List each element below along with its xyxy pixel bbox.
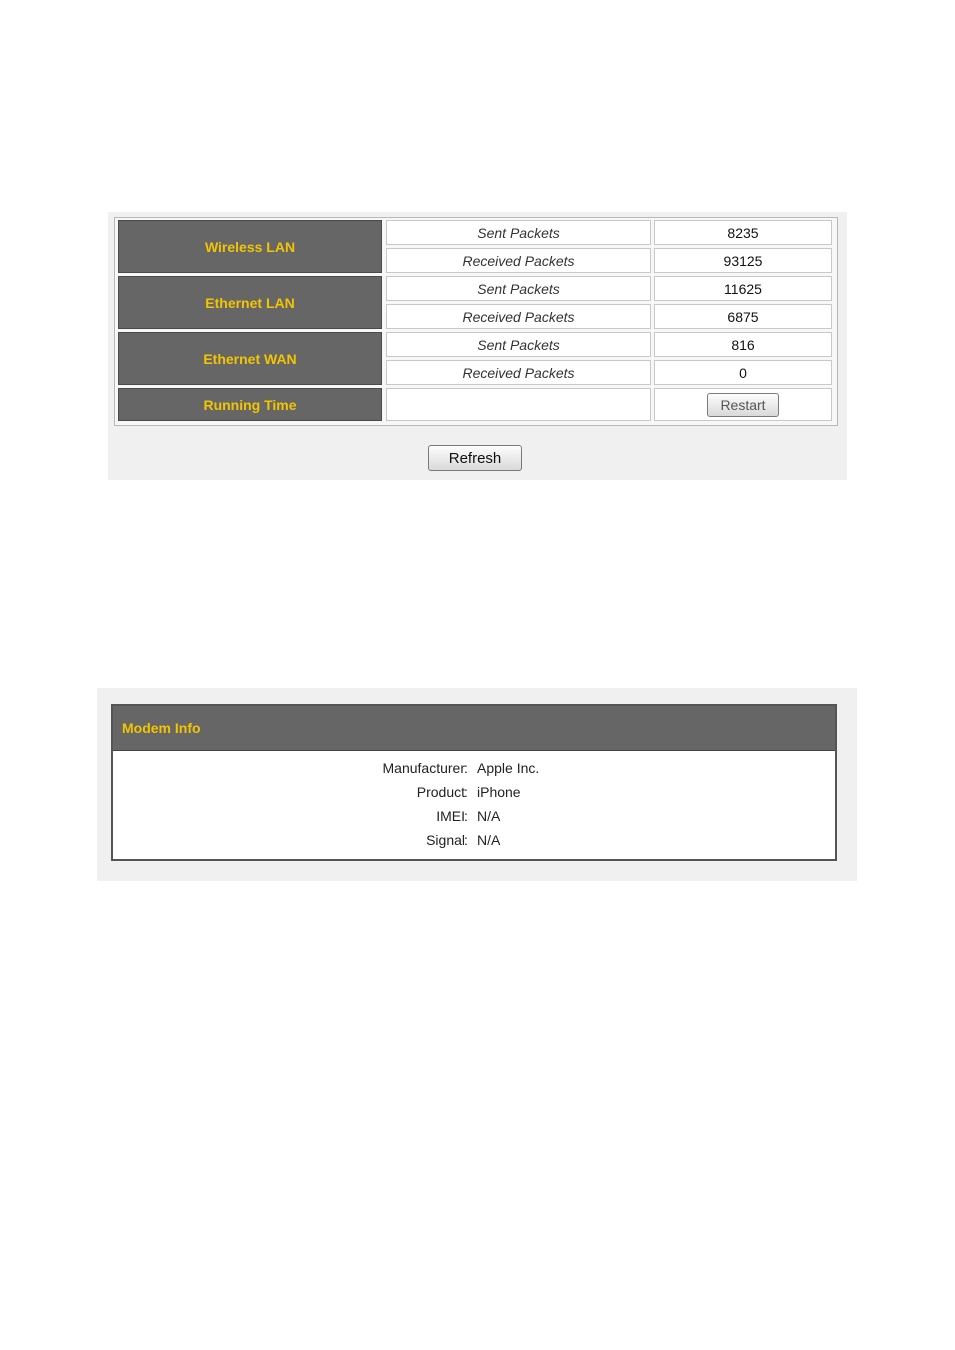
product-value: iPhone [477, 784, 521, 800]
value-ethernet-wan-received: 0 [654, 360, 832, 385]
modem-info-box [111, 704, 837, 861]
info-row-signal [113, 832, 835, 854]
restart-button[interactable]: Restart [707, 393, 779, 417]
value-ethernet-wan-sent: 816 [654, 332, 832, 357]
group-label-ethernet-wan: Ethernet WAN [118, 332, 382, 385]
statistics-table [114, 217, 838, 426]
modem-info-title: Modem Info [122, 720, 201, 736]
manufacturer-value: Apple Inc. [477, 760, 540, 776]
signal-value: N/A [477, 832, 501, 848]
metric-wireless-lan-received: Received Packets [386, 248, 651, 273]
value-wireless-lan-received: 93125 [654, 248, 832, 273]
imei-colon: : [464, 808, 468, 824]
group-label-running-time: Running Time [118, 388, 382, 421]
running-time-value [386, 388, 651, 421]
statistics-panel [108, 212, 847, 480]
value-ethernet-lan-sent: 11625 [654, 276, 832, 301]
signal-label: Signal [426, 832, 465, 848]
product-colon: : [464, 784, 468, 800]
product-label: Product [416, 784, 465, 800]
info-row-imei [113, 808, 835, 830]
info-row-manufacturer [113, 760, 835, 782]
metric-ethernet-wan-sent: Sent Packets [386, 332, 651, 357]
group-label-wireless-lan: Wireless LAN [118, 220, 382, 273]
group-label-ethernet-lan: Ethernet LAN [118, 276, 382, 329]
signal-colon: : [464, 832, 468, 848]
manufacturer-label: Manufacturer [382, 760, 465, 776]
restart-cell [654, 388, 832, 421]
imei-label: IMEI [436, 808, 465, 824]
manufacturer-colon: : [464, 760, 468, 776]
metric-ethernet-lan-sent: Sent Packets [386, 276, 651, 301]
modem-info-panel [97, 688, 857, 881]
value-wireless-lan-sent: 8235 [654, 220, 832, 245]
metric-ethernet-lan-received: Received Packets [386, 304, 651, 329]
value-ethernet-lan-received: 6875 [654, 304, 832, 329]
info-row-product [113, 784, 835, 806]
metric-wireless-lan-sent: Sent Packets [386, 220, 651, 245]
imei-value: N/A [477, 808, 501, 824]
modem-info-header [113, 706, 835, 751]
metric-ethernet-wan-received: Received Packets [386, 360, 651, 385]
refresh-button[interactable]: Refresh [428, 445, 522, 471]
